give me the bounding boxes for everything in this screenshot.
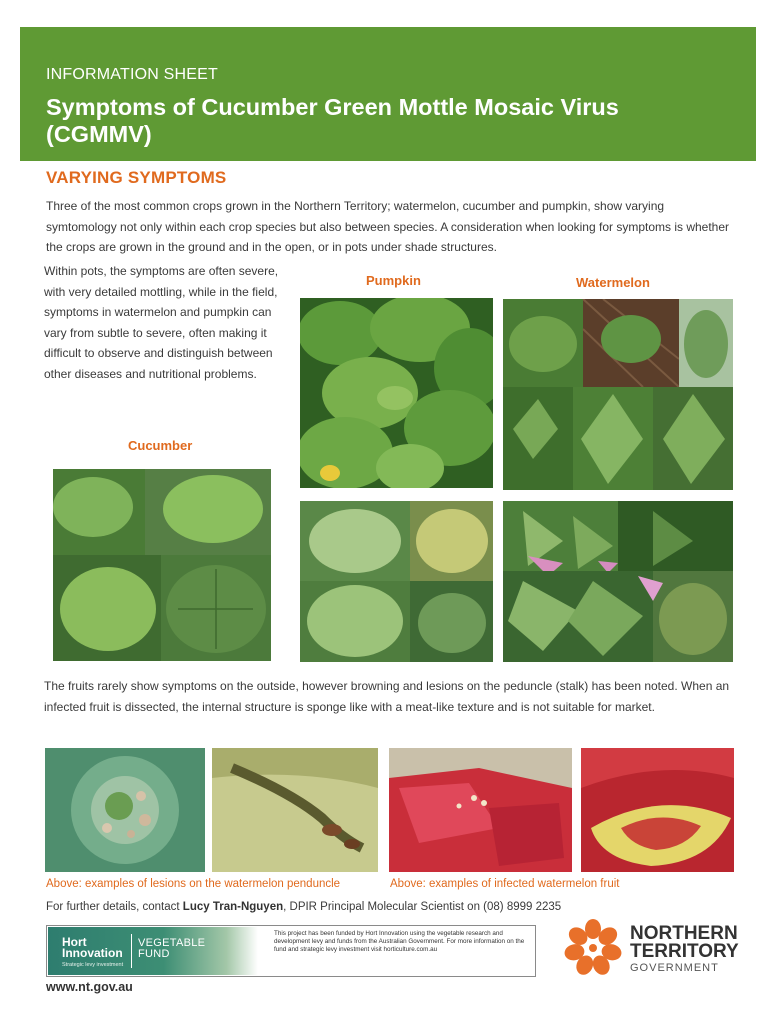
vegetable-fund-label <box>138 938 205 960</box>
cucumber-leaves-collage <box>53 469 271 661</box>
pumpkin-symptoms-collage <box>300 501 493 662</box>
contact-name: Lucy Tran-Nguyen <box>182 901 284 913</box>
peduncle-lesion-photo <box>212 748 378 872</box>
watermelon-leaves-collage <box>503 299 733 490</box>
intro-paragraph: Three of the most common crops grown in the Northern Territory; watermelon, cucumber and pumpkin, show varying symtomology not only within each crop species but also between species. A consideration when looking for symptoms is whether the crops are grown in the ground and in the open, or in pots under shade structures. <box>46 199 730 254</box>
hort-name-line2: Innovation <box>62 946 123 960</box>
nt-government-logo-icon <box>560 917 626 979</box>
infected-fruit-flesh-photo <box>389 748 572 872</box>
logo-divider <box>131 934 132 968</box>
contact-suffix: , DPIR Principal Molecular Scientist on (08) 8999 2235 <box>283 901 562 913</box>
section-heading: VARYING SYMPTOMS <box>46 168 227 187</box>
fruits-paragraph: The fruits rarely show symptoms on the outside, however browning and lesions on the peduncle (stalk) has been noted. When an infected fruit is dissected, the internal structure is sponge like with a meat-like texture and is not suitable for market. <box>44 679 730 714</box>
nt-line1: NORTHERN <box>630 923 738 944</box>
peduncle-caption: Above: examples of lesions on the watermelon penduncle <box>46 878 341 890</box>
pumpkin-leaves-photo <box>300 298 493 488</box>
fund-line1: VEGETABLE <box>138 937 206 949</box>
cucumber-label: Cucumber <box>128 438 193 453</box>
contact-line <box>46 901 561 913</box>
page-title: Symptoms of Cucumber Green Mottle Mosaic Virus (CGMMV) <box>46 94 619 147</box>
pumpkin-label: Pumpkin <box>366 273 421 288</box>
pots-paragraph: Within pots, the symptoms are often severe, with very detailed mottling, while in the field, symptoms in watermelon and pumpkin can vary from subtle to severe, often making it difficult to observe and distinguish between other diseases and nutritional problems. <box>44 264 279 381</box>
website-link[interactable]: www.nt.gov.au <box>46 980 133 994</box>
watermelon-rind-lesion-photo <box>45 748 205 872</box>
dissected-fruit-photo <box>581 748 734 872</box>
watermelon-label: Watermelon <box>576 275 650 290</box>
fruit-caption: Above: examples of infected watermelon fruit <box>390 878 620 890</box>
fund-line2: FUND <box>138 948 170 960</box>
nt-government-subtitle: GOVERNMENT <box>630 962 719 974</box>
nt-government-wordmark <box>630 925 739 961</box>
contact-prefix: For further details, contact <box>46 901 183 913</box>
document-type: INFORMATION SHEET <box>46 66 218 83</box>
funding-statement: This project has been funded by Hort Innovation using the vegetable research and development levy and funds from the Australian Government. For more information on the fund and strategic levy investment visit horticulture.com.au <box>274 930 525 953</box>
hort-tagline: Strategic levy investment <box>62 962 124 968</box>
nt-line2: TERRITORY <box>630 941 739 962</box>
hort-name-line1: Hort <box>62 935 87 949</box>
watermelon-symptoms-collage <box>503 501 733 662</box>
hort-innovation-name <box>62 937 123 959</box>
